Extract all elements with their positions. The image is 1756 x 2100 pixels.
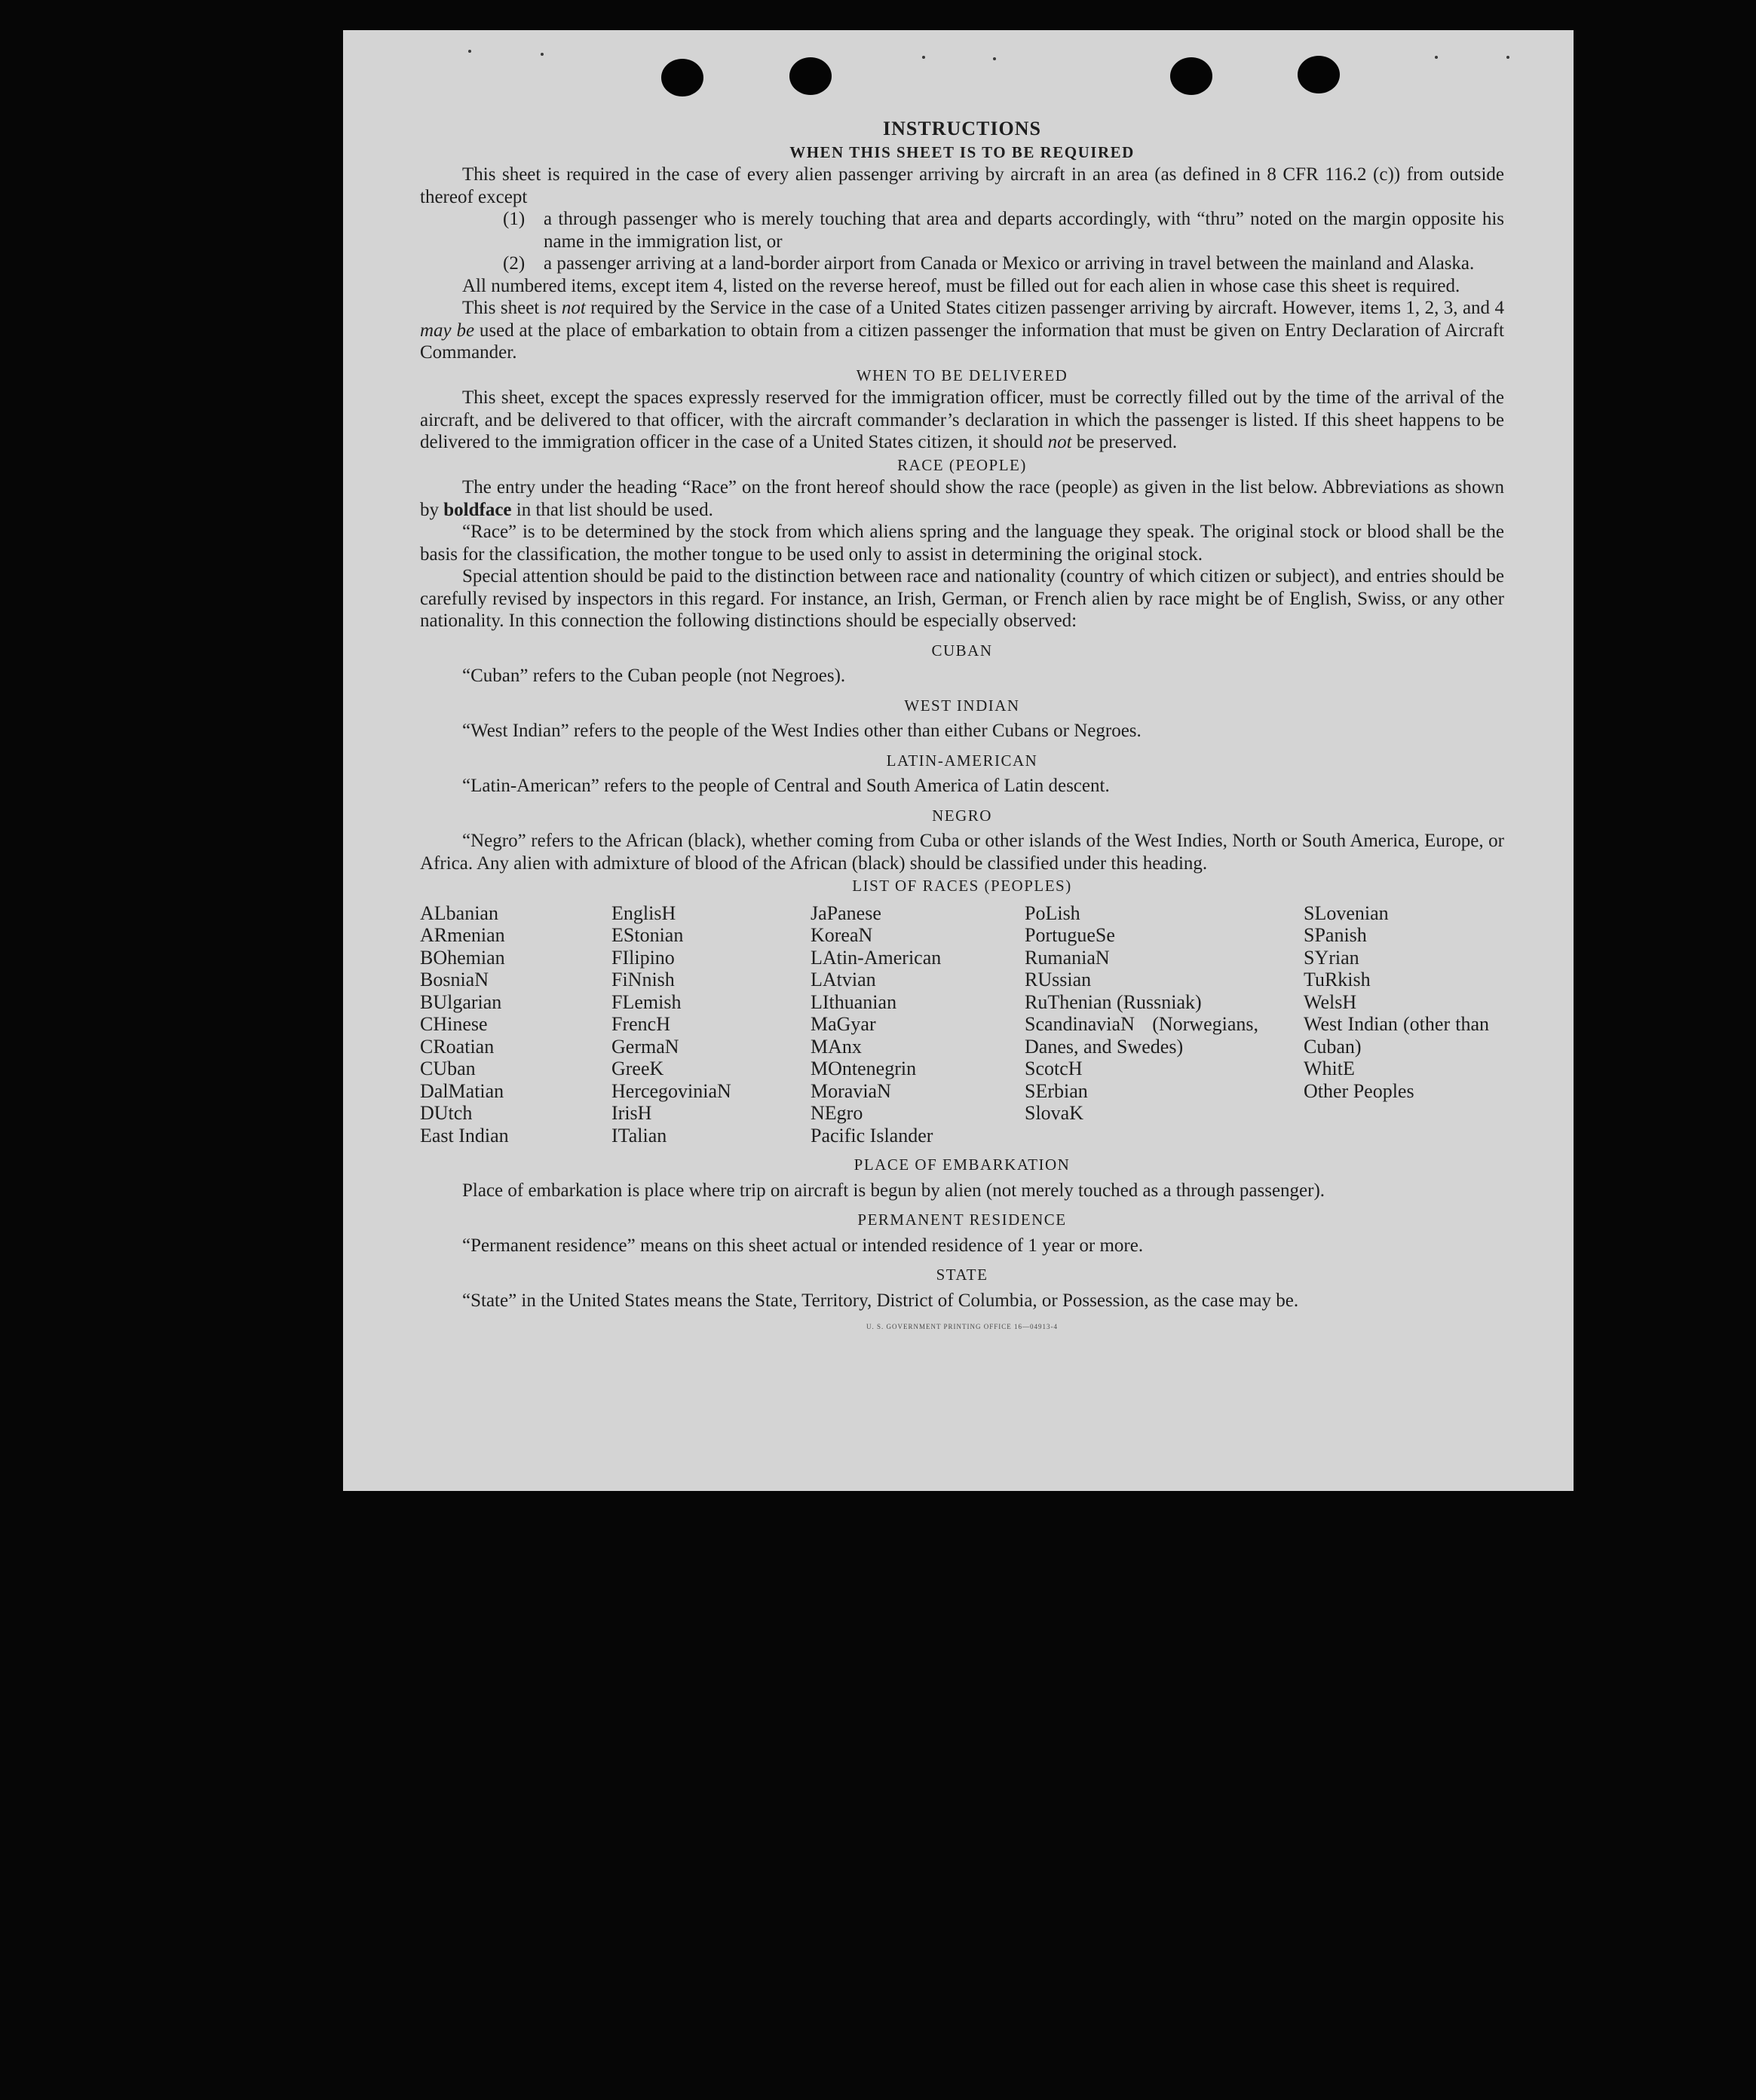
- race-entry: Pacific Islander: [811, 1124, 933, 1146]
- speck: [1435, 56, 1438, 59]
- race-column: [611, 902, 811, 1147]
- punch-hole: [1298, 56, 1340, 93]
- race-entry: RuThenian (Russniak): [1025, 990, 1202, 1013]
- heading-west-indian: WEST INDIAN: [904, 696, 1020, 715]
- race-entry: FiNnish: [611, 969, 675, 990]
- punch-hole: [661, 59, 703, 96]
- heading-list-of-races: LIST OF RACES (PEOPLES): [852, 877, 1072, 895]
- paragraph-delivered: This sheet, except the spaces expressly reserved for the immigration officer, must be correctly filled out by the time of the arrival of the aircraft, and be delivered to that officer, with the aircraft commander’s declaration in which the passenger is listed. If this sheet happens to be delivered to the immigration officer in the case of a United States citizen, it should not be preserved.: [420, 387, 1504, 452]
- speck: [922, 56, 925, 59]
- race-entry: SLovenian: [1304, 902, 1389, 924]
- paragraph-residence: “Permanent residence” means on this sheet actual or intended residence of 1 year or more.: [462, 1235, 1144, 1256]
- paragraph-race-stock: “Race” is to be determined by the stock from which aliens spring and the language they speak. The original stock or blood shall be the basis for the classification, the mother tongue to be used only to assist in determining the original stock.: [420, 522, 1504, 565]
- race-entry: ScandinaviaN (Norwegians, Danes, and Swedes): [1025, 1013, 1258, 1058]
- paragraph-cuban: “Cuban” refers to the Cuban people (not Negroes).: [462, 666, 846, 686]
- race-entry: JaPanese: [811, 902, 881, 924]
- race-entry: KoreaN: [811, 924, 873, 946]
- race-entry: MOntenegrin: [811, 1058, 917, 1079]
- race-entry: MaGyar: [811, 1013, 876, 1035]
- race-entry: DalMatian: [420, 1079, 504, 1102]
- heading-permanent-residence: PERMANENT RESIDENCE: [857, 1211, 1067, 1229]
- paragraph-citizen: This sheet is not required by the Service in the case of a United States citizen passenger arriving by aircraft. However, items 1, 2, 3, and 4 may be used at the place of embarkation to obtain from a citizen passenger the information that must be given on Entry Declaration of Aircraft Commander.: [420, 298, 1505, 363]
- race-entry: GreeK: [611, 1058, 664, 1079]
- race-entry: LAtvian: [811, 969, 876, 990]
- exception-item: [420, 208, 1504, 253]
- race-entry: WelsH: [1304, 990, 1357, 1013]
- race-entry: CUban: [420, 1058, 476, 1079]
- race-entry: BOhemian: [420, 946, 505, 969]
- race-entry: RumaniaN: [1025, 946, 1110, 969]
- race-entry: FrencH: [611, 1013, 670, 1035]
- race-entry: East Indian: [420, 1124, 509, 1146]
- race-entry: HercegoviniaN: [611, 1079, 731, 1102]
- race-list: [420, 902, 1504, 1147]
- printer-imprint: U. S. GOVERNMENT PRINTING OFFICE 16—04913-4: [866, 1323, 1059, 1330]
- race-column: [1025, 902, 1258, 1147]
- race-entry: SErbian: [1025, 1079, 1088, 1102]
- instructions-title: INSTRUCTIONS: [883, 118, 1041, 139]
- paragraph-state: “State” in the United States means the State, Territory, District of Columbia, or Possession, as the case may be.: [462, 1290, 1299, 1311]
- heading-state: STATE: [936, 1266, 988, 1284]
- race-entry: SPanish: [1304, 924, 1367, 946]
- paragraph-embarkation: Place of embarkation is place where trip on aircraft is begun by alien (not merely touched as a through passenger).: [462, 1180, 1325, 1201]
- race-entry: NEgro: [811, 1102, 863, 1124]
- race-entry: BUlgarian: [420, 990, 502, 1013]
- race-entry: TuRkish: [1304, 969, 1371, 990]
- exception-number: (1): [503, 209, 526, 229]
- heading-cuban: CUBAN: [931, 641, 993, 660]
- paragraph-west-indian: “West Indian” refers to the people of the West Indies other than either Cubans or Negroes.: [462, 721, 1142, 741]
- race-entry: SYrian: [1304, 946, 1359, 969]
- speck: [541, 53, 544, 56]
- paragraph-race-nationality: Special attention should be paid to the distinction between race and nationality (country of which citizen or subject), and entries should be carefully revised by inspectors in this regard. For instance, an Irish, German, or French alien by race might be of English, Swiss, or any other nationality. In this connection the following distinctions should be especially observed:: [420, 566, 1504, 631]
- race-entry: EnglisH: [611, 902, 676, 924]
- race-entry: BosniaN: [420, 969, 489, 990]
- exception-text: a through passenger who is merely touching that area and departs accordingly, with “thru” noted on the margin opposite his name in the immigration list, or: [544, 209, 1504, 252]
- race-entry: DUtch: [420, 1102, 473, 1124]
- punch-hole: [789, 57, 832, 95]
- race-entry: PortugueSe: [1025, 924, 1115, 946]
- race-entry: EStonian: [611, 924, 684, 946]
- race-entry: ALbanian: [420, 902, 498, 924]
- speck: [993, 57, 996, 60]
- race-entry: MoraviaN: [811, 1079, 891, 1102]
- race-entry: ScotcH: [1025, 1058, 1083, 1079]
- document-page: [343, 30, 1574, 1491]
- paragraph-negro: “Negro” refers to the African (black), whether coming from Cuba or other islands of the West Indies, North or South America, Europe, or Africa. Any alien with admixture of blood of the African (black) should be classified under this heading.: [420, 831, 1504, 874]
- paragraph-numbered-items: All numbered items, except item 4, listed on the reverse hereof, must be filled out for each alien in whose case this sheet is required.: [462, 275, 1460, 296]
- exception-text: a passenger arriving at a land-border airport from Canada or Mexico or arriving in travel between the mainland and Alaska.: [544, 253, 1475, 274]
- paragraph-race-entry: The entry under the heading “Race” on the front hereof should show the race (people) as given in the list below. Abbreviations as shown by boldface in that list should be used.: [420, 477, 1504, 520]
- race-entry: CHinese: [420, 1013, 488, 1035]
- race-entry: PoLish: [1025, 902, 1080, 924]
- race-column: [811, 902, 1025, 1147]
- heading-place-of-embarkation: PLACE OF EMBARKATION: [853, 1156, 1071, 1174]
- heading-latin-american: LATIN-AMERICAN: [886, 751, 1038, 770]
- race-entry: WhitE: [1304, 1058, 1355, 1079]
- race-column: [420, 902, 611, 1147]
- race-column: [1304, 902, 1489, 1147]
- race-entry: SlovaK: [1025, 1102, 1083, 1124]
- race-entry: LAtin-American: [811, 946, 942, 969]
- race-entry: FIlipino: [611, 946, 675, 969]
- race-entry: CRoatian: [420, 1035, 495, 1058]
- heading-race: RACE (PEOPLE): [897, 455, 1027, 474]
- race-entry: IrisH: [611, 1102, 652, 1124]
- race-entry: GermaN: [611, 1035, 679, 1058]
- heading-when-delivered: WHEN TO BE DELIVERED: [856, 366, 1068, 384]
- exception-item: [420, 253, 1504, 275]
- race-entry: ITalian: [611, 1124, 667, 1146]
- race-entry: West Indian (other than Cuban): [1304, 1013, 1489, 1058]
- paragraph-latin-american: “Latin-American” refers to the people of Central and South America of Latin descent.: [462, 776, 1110, 796]
- race-entry: FLemish: [611, 990, 682, 1013]
- heading-when-required: WHEN THIS SHEET IS TO BE REQUIRED: [789, 142, 1135, 161]
- speck: [1506, 56, 1509, 59]
- paragraph-required: This sheet is required in the case of every alien passenger arriving by aircraft in an area (as defined in 8 CFR 116.2 (c)) from outside thereof except: [420, 164, 1504, 207]
- race-entry: RUssian: [1025, 969, 1092, 990]
- race-entry: MAnx: [811, 1035, 862, 1058]
- race-entry: LIthuanian: [811, 990, 897, 1013]
- heading-negro: NEGRO: [932, 806, 992, 825]
- exception-number: (2): [503, 253, 526, 274]
- race-entry: Other Peoples: [1304, 1079, 1414, 1102]
- race-entry: ARmenian: [420, 924, 505, 946]
- punch-hole: [1170, 57, 1212, 95]
- speck: [468, 50, 471, 53]
